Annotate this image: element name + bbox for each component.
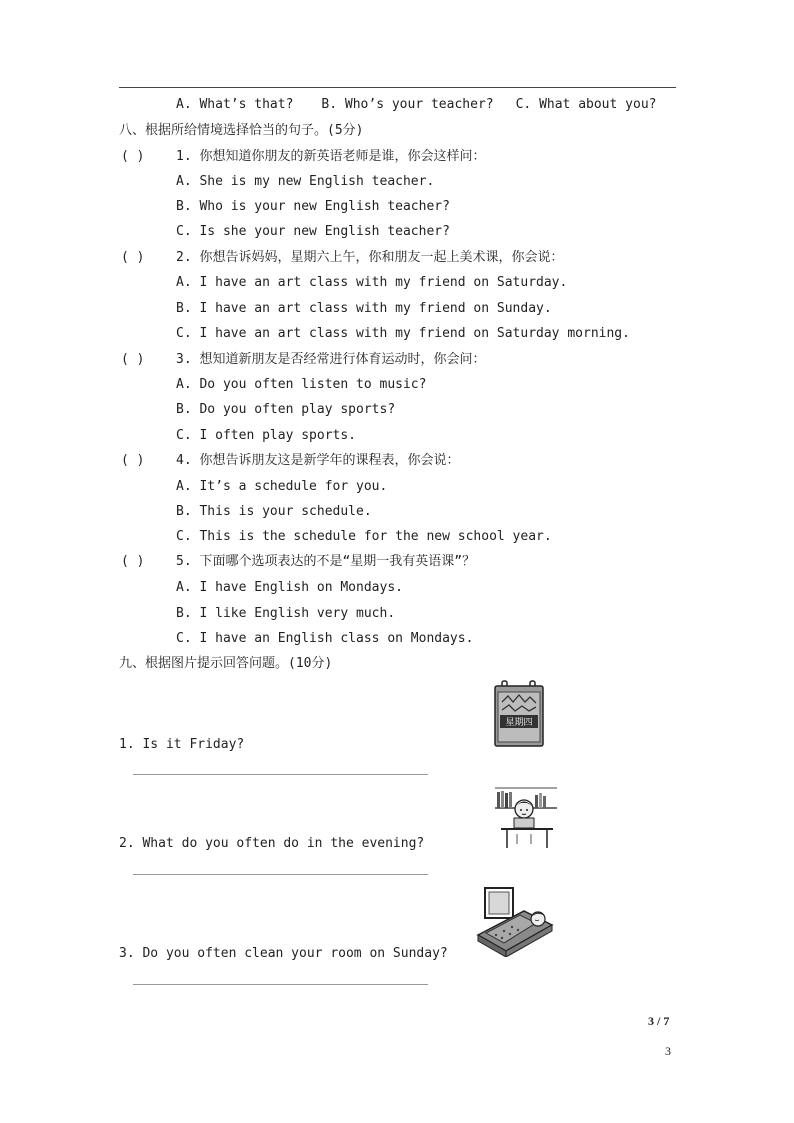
calendar-picture xyxy=(493,680,545,748)
choice-option: A. Do you often listen to music? xyxy=(176,377,427,392)
answer-paren[interactable]: ( ) xyxy=(121,352,145,367)
question-stem: 1. 你想知道你朋友的新英语老师是谁，你会这样问： xyxy=(176,149,486,164)
answer-line[interactable] xyxy=(133,774,428,775)
answer-paren[interactable]: ( ) xyxy=(121,453,145,468)
page-number: 3 xyxy=(665,1044,671,1058)
choice-option: C. I often play sports. xyxy=(176,428,357,443)
calendar-icon xyxy=(493,680,545,748)
calendar-day-label: 星期四 xyxy=(505,718,533,728)
choice-option: B. Do you often play sports? xyxy=(176,402,396,417)
answer-paren[interactable]: ( ) xyxy=(121,554,145,569)
sleeping-picture xyxy=(474,885,556,957)
answer-line[interactable] xyxy=(133,874,428,875)
answer-line[interactable] xyxy=(133,984,428,985)
question-stem: 5. 下面哪个选项表达的不是“星期一我有英语课”？ xyxy=(176,554,476,569)
option-a: A. What’s that? xyxy=(176,97,294,112)
question-stem: 4. 你想告诉朋友这是新学年的课程表，你会说： xyxy=(176,453,460,468)
choice-option: B. Who is your new English teacher? xyxy=(176,199,450,214)
q9-2-text: 2. What do you often do in the evening? xyxy=(119,836,425,851)
section-8-title: 八、根据所给情境选择恰当的句子。(5分) xyxy=(119,123,364,138)
q9-1-text: 1. Is it Friday? xyxy=(119,737,245,752)
choice-option: A. It’s a schedule for you. xyxy=(176,479,388,494)
homework-picture xyxy=(493,784,559,850)
answer-paren[interactable]: ( ) xyxy=(121,250,145,265)
section-9-title: 九、根据图片提示回答问题。(10分) xyxy=(119,656,333,671)
q9-3-text: 3. Do you often clean your room on Sunday? xyxy=(119,946,448,961)
choice-option: A. She is my new English teacher. xyxy=(176,174,435,189)
header-rule xyxy=(119,87,676,88)
choice-option: B. I like English very much. xyxy=(176,606,396,621)
choice-option: C. This is the schedule for the new school year. xyxy=(176,529,552,544)
bed-sleep-icon xyxy=(474,885,556,957)
boy-studying-icon xyxy=(493,784,559,850)
choice-option: A. I have an art class with my friend on Saturday. xyxy=(176,275,568,290)
option-c: C. What about you? xyxy=(515,97,657,112)
choice-option: A. I have English on Mondays. xyxy=(176,580,403,595)
page-label: 3 / 7 xyxy=(648,1014,670,1028)
choice-option: B. This is your schedule. xyxy=(176,504,372,519)
choice-option: C. Is she your new English teacher? xyxy=(176,224,450,239)
answer-paren[interactable]: ( ) xyxy=(121,149,145,164)
prev-question-options xyxy=(176,97,656,113)
choice-option: B. I have an art class with my friend on Sunday. xyxy=(176,301,552,316)
question-stem: 3. 想知道新朋友是否经常进行体育运动时，你会问： xyxy=(176,352,486,367)
choice-option: C. I have an English class on Mondays. xyxy=(176,631,474,646)
question-stem: 2. 你想告诉妈妈，星期六上午，你和朋友一起上美术课，你会说： xyxy=(176,250,564,265)
option-b: B. Who’s your teacher? xyxy=(321,97,494,112)
choice-option: C. I have an art class with my friend on Saturday morning. xyxy=(176,326,630,341)
